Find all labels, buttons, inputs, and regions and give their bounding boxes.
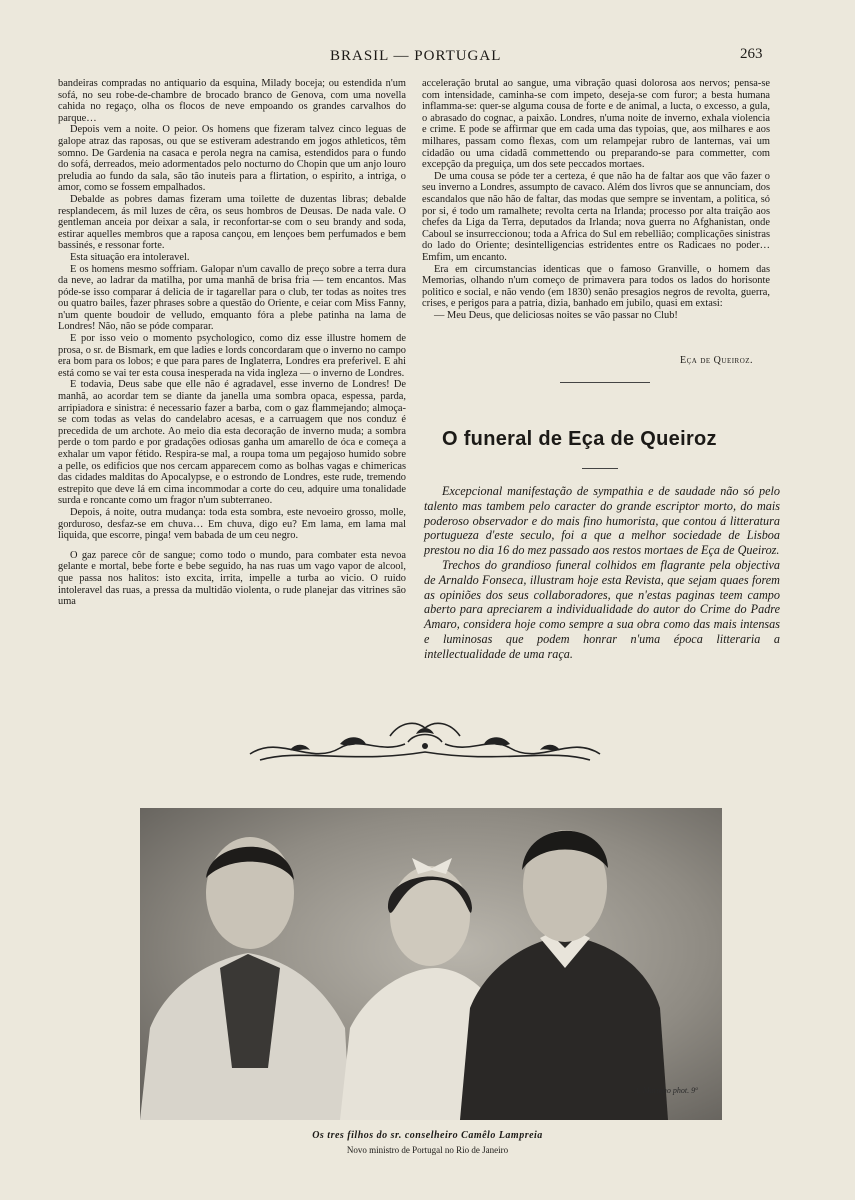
photo-caption: Os tres filhos do sr. conselheiro Camêlo Lampreia: [312, 1130, 543, 1141]
paragraph: Depois, á noite, outra mudança: toda esta sombra, este nevoeiro grosso, molle, gorduroso, desfaz-se em chuva… Em chuva, digo eu? Em lama, em lama mal liquida, que escorre, pinga! vem babada de um ceu negro.: [58, 506, 406, 542]
left-column: [58, 78, 406, 608]
paragraph: E por isso veio o momento psychologico, como diz esse illustre homem de prosa, o sr. de Bismark, em que ladies e lords concordaram que o inverno no campo era bom para os lobos; e que para pares de Inglaterra, Londres era preferivel. E ahi está como se vai ter esta cousa inesperada na vida ingleza — o inverno de Londres.: [58, 333, 406, 379]
paragraph: acceleração brutal ao sangue, uma vibração quasi dolorosa aos nervos; pensa-se com intensidade, caminha-se com impeto, deseja-se com furor; a besta humana inflamma-se: quer-se alguma cousa de forte e de animal, a lucta, o excesso, a gula, o abrasado do cognac, a paixão. Londres, n'uma noite de inverno, exhala violencia e crime. E pode se affirmar que em cada uma das typoias, que, aos milhares e aos milhares, passam como flexas, com um relampejar rubro de lanternas, vai um cidadão ou uma cidadã commettendo ou preparando-se para commetter, com excepção da preguiça, um dos sete peccados mortaes.: [422, 78, 770, 171]
right-column: [422, 78, 770, 321]
photographer-credit: A. Marinho phot. 9ª: [634, 1086, 698, 1095]
page-number: 263: [740, 46, 763, 62]
girl-face: [390, 866, 470, 966]
paragraph: Debalde as pobres damas fizeram uma toilette de duzentas libras; debalde resplandecem, ás mil luzes de cêra, os seus hombros de Deusas. De nada vale. O gentleman anceia por deixar a sala, ir reconfortar-se com o seu brandy and soda, estirar aquelles membros que a raposa cançou, em lençoes bem perfumados e bem bassinés, e ressonar forte.: [58, 193, 406, 252]
three-children-portrait: [140, 808, 722, 1120]
paragraph: Esta situação era intoleravel.: [70, 251, 190, 263]
intro-paragraph: Trechos do grandioso funeral colhidos em flagrante pela objectiva de Arnaldo Fonseca, illustram hoje esta Revista, que sejam quaes forem as opiniões dos seus collaboradores, que n'estas paginas teem campo aberto para apreciarem a individualidade do autor do Crime do Padre Amaro, considera hoje como sempre a sua obra como das mais intensas e luminosas que podem honrar n'uma época litteraria a intellectualidade de uma raça.: [424, 557, 780, 661]
paragraph: bandeiras compradas no antiquario da esquina, Milady boceja; ou estendida n'um sofá, no seu robe-de-chambre de brocado branco de Genova, com uma novella cahida no regaço, olha os flocos de neve empoando os grandes carvalhos do parque…: [58, 78, 406, 124]
title-divider: [582, 468, 618, 469]
paragraph: O gaz parece côr de sangue; como todo o mundo, para combater esta nevoa gelante e mortal, bebe forte e bebe seguido, ha nas ruas um vago vapor de alcool, que passa nos halitos: isto excita, irrita, impelle a turba ao vicio. O ruido intoleravel das ruas, a pressa da multidão violenta, o rude planejar das vitrines são uma: [58, 549, 406, 608]
paragraph: E os homens mesmo soffriam. Galopar n'um cavallo de preço sobre a terra dura da neve, ao ladrar da matilha, por uma manhã de brisa fria — tem encantos. Mas póde-se isso comparar á delicia de ir tagarellar para o club, ter todas as noites tres ou quatro bailes, fazer phrases sobre a questão do Oriente, e ceiar com Miss Fanny, n'um quente boudoir de velludo, emquanto fóra a plebe patinha na lama de Londres! Não, não se póde comparar.: [58, 263, 406, 333]
article-title: O funeral de Eça de Queiroz: [442, 428, 717, 450]
paragraph: E todavia, Deus sabe que elle não é agradavel, esse inverno de Londres! De manhã, ao acordar tem se diante da janella uma sombra opaca, espessa, parda, arripiadora e sinistra: é necessario fazer a barba, com o gaz flammejando; almoça-se com todas as velas do candelabro acesas, e a carruagem que nos conduz é precedida de um archote. Ao meio dia esta decoração de inverno muda; a sombra perde o tom pardo e por gradações odiosas ganha um amarello de óca e começa a exhalar um vapor fétido. Respira-se mal, a roupa toma um pegajoso humido sobre a pelle, os edificios que nos cercam apparecem como as bolhas vagas e chimericas das cidades malditas do Apocalypse, e o estrondo de Londres, este rude, tremendo estrepito que deve lá em cima incommodar a corte do ceu, adquire uma tonalidade surda e roncante como um fragor n'um subterraneo.: [58, 379, 406, 507]
intro-paragraph: Excepcional manifestação de sympathia e de saudade não só pelo talento mas tambem pelo caracter do grande escriptor morto, do mais poderoso observador e do mais fino humorista, que contou á litteratura portugueza d'este seculo, foi a que a melhor sociedade de Lisboa prestou no dia 16 do mez passado aos restos mortaes de Eça de Queiroz.: [424, 484, 780, 558]
paragraph: De uma cousa se póde ter a certeza, é que não ha de faltar aos que vão fazer o seu inverno a Londres, assumpto de cavaco. Além dos livros que se annunciam, dos escandalos que não hão de faltar, das modas que sempre se inventam, a politica, só por si, é todo um ramalhete; revolta certa na Irlanda; processo por alta traição aos chefes da Liga da Terra, deputados da Irlanda; nova guerra no Afghanistan, onde Caboul se insurreccionou; toda a Africa do Sul em rebellião; complicações sinistras do lado do Oriente; desintelligencias estridentes entre os Radicaes no poder… Emfim, um encanto.: [422, 170, 771, 263]
paragraph: Era em circumstancias identicas que o famoso Granville, o homem das Memorias, olhando n'um começo de primavera para todos os lados do horisonte politico e social, e não vendo (em 1830) senão presagios negros de revolta, guerra, crises, e perigos para a patria, dizia, banhado em jubilo, quasi em extasi:: [422, 263, 770, 310]
author-signature: Eça de Queiroz.: [680, 355, 754, 366]
portrait-photograph: [140, 808, 722, 1120]
ornamental-vignette: [240, 714, 610, 770]
divider: [560, 382, 650, 383]
article-intro: [424, 484, 780, 662]
paragraph: — Meu Deus, que deliciosas noites se vão passar no Club!: [434, 309, 678, 321]
running-head: BRASIL — PORTUGAL: [330, 48, 502, 64]
paragraph: Depois vem a noite. O peior. Os homens que fizeram talvez cinco leguas de galope atraz das raposas, ou que se estiveram adestrando em jogos athleticos, têm somno. De Gardenia na casaca e perola negra na camisa, estendidos para o fundo do sofá, derreados, meio adormentados pelo nocturno do Chopin que um anjo louro preludia ao fundo da sala, são tão inuteis para a flirtation, o espirito, a intriga, o amor, como se fossem empalhados.: [58, 124, 406, 194]
photo-subcaption: Novo ministro de Portugal no Rio de Janeiro: [346, 1145, 509, 1155]
